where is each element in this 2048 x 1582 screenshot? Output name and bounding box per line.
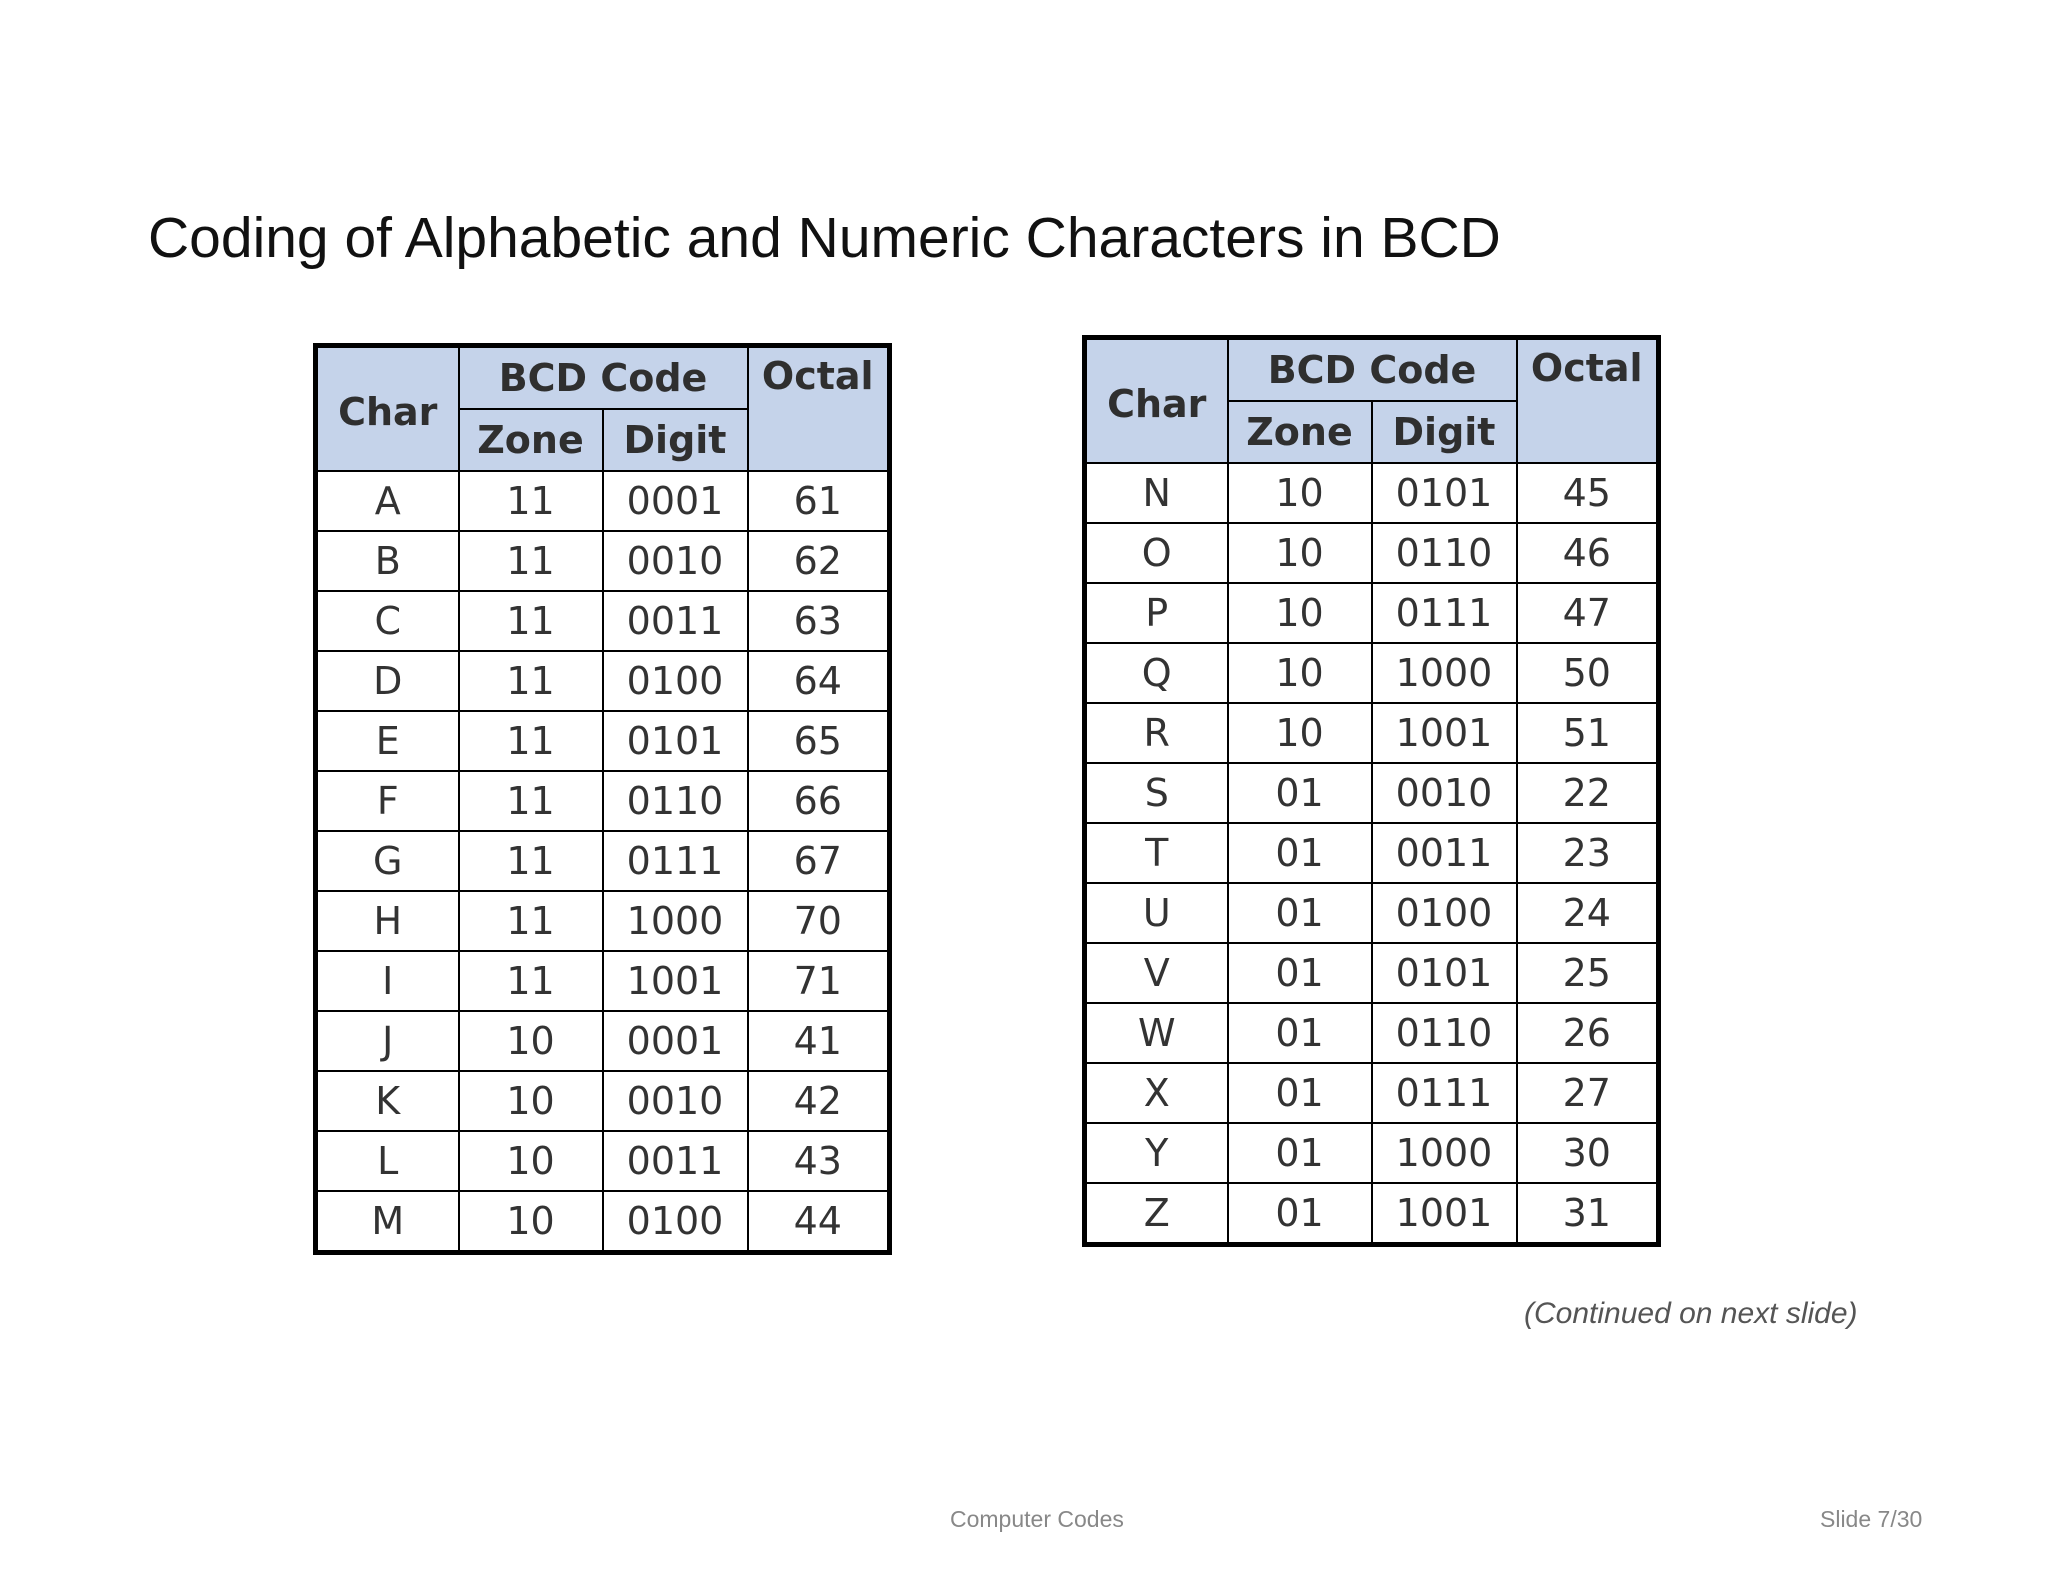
table-row [316,951,890,1011]
cell-digit: 1000 [1372,1123,1517,1183]
table-row [316,1071,890,1131]
cell-zone: 01 [1228,823,1372,883]
table-row [316,651,890,711]
cell-zone: 10 [459,1191,603,1253]
table-row [1085,823,1659,883]
cell-char: T [1085,823,1228,883]
table-row [1085,883,1659,943]
cell-octal: 50 [1517,643,1659,703]
cell-char: B [316,531,459,591]
cell-digit: 0100 [1372,883,1517,943]
cell-zone: 01 [1228,943,1372,1003]
table-row [316,771,890,831]
table-body [316,471,890,1253]
table-row [1085,1123,1659,1183]
cell-zone: 10 [1228,643,1372,703]
table-row [1085,463,1659,523]
table-row [316,711,890,771]
cell-octal: 66 [748,771,890,831]
cell-zone: 11 [459,651,603,711]
cell-octal: 25 [1517,943,1659,1003]
cell-digit: 0010 [603,1071,748,1131]
cell-octal: 45 [1517,463,1659,523]
cell-zone: 10 [1228,583,1372,643]
table-row [316,831,890,891]
table-row [1085,523,1659,583]
cell-octal: 47 [1517,583,1659,643]
table-row [316,1191,890,1253]
cell-digit: 0100 [603,651,748,711]
cell-digit: 0011 [1372,823,1517,883]
cell-octal: 44 [748,1191,890,1253]
cell-digit: 0011 [603,591,748,651]
table-row [1085,763,1659,823]
cell-digit: 0110 [1372,1003,1517,1063]
table-row [1085,1003,1659,1063]
cell-octal: 41 [748,1011,890,1071]
cell-digit: 0111 [1372,583,1517,643]
cell-char: Q [1085,643,1228,703]
cell-char: P [1085,583,1228,643]
cell-octal: 64 [748,651,890,711]
cell-zone: 11 [459,771,603,831]
footer-title: Computer Codes [950,1506,1124,1532]
continued-note: (Continued on next slide) [1524,1297,1858,1330]
table-row [316,471,890,531]
table-row [316,531,890,591]
cell-digit: 0111 [1372,1063,1517,1123]
slide-title: Coding of Alphabetic and Numeric Characters in BCD [148,206,1501,270]
cell-zone: 01 [1228,1183,1372,1245]
cell-digit: 0001 [603,1011,748,1071]
cell-octal: 71 [748,951,890,1011]
cell-char: U [1085,883,1228,943]
cell-char: X [1085,1063,1228,1123]
cell-octal: 65 [748,711,890,771]
cell-octal: 23 [1517,823,1659,883]
slide-number: Slide 7/30 [1820,1506,1923,1532]
cell-zone: 10 [1228,703,1372,763]
cell-zone: 11 [459,831,603,891]
cell-zone: 10 [459,1071,603,1131]
table-row [316,891,890,951]
header-digit: Digit [1372,401,1517,463]
cell-octal: 46 [1517,523,1659,583]
cell-zone: 10 [1228,523,1372,583]
cell-zone: 11 [459,951,603,1011]
cell-zone: 01 [1228,1123,1372,1183]
cell-digit: 0101 [1372,463,1517,523]
cell-octal: 26 [1517,1003,1659,1063]
cell-zone: 11 [459,591,603,651]
cell-octal: 30 [1517,1123,1659,1183]
table-body [1085,463,1659,1245]
cell-digit: 0001 [603,471,748,531]
header-char: Char [316,346,459,472]
cell-char: C [316,591,459,651]
cell-char: R [1085,703,1228,763]
table-row [1085,583,1659,643]
cell-zone: 01 [1228,763,1372,823]
cell-digit: 0101 [1372,943,1517,1003]
cell-char: Z [1085,1183,1228,1245]
cell-char: J [316,1011,459,1071]
cell-zone: 01 [1228,1063,1372,1123]
header-zone: Zone [1228,401,1372,463]
cell-zone: 11 [459,471,603,531]
cell-digit: 1000 [603,891,748,951]
cell-char: N [1085,463,1228,523]
cell-char: K [316,1071,459,1131]
cell-zone: 11 [459,711,603,771]
cell-char: H [316,891,459,951]
cell-zone: 10 [459,1011,603,1071]
cell-octal: 42 [748,1071,890,1131]
cell-digit: 1001 [603,951,748,1011]
cell-char: A [316,471,459,531]
cell-char: E [316,711,459,771]
cell-octal: 67 [748,831,890,891]
cell-zone: 10 [459,1131,603,1191]
cell-char: D [316,651,459,711]
bcd-table-right [1082,335,1661,1247]
cell-zone: 10 [1228,463,1372,523]
bcd-table-left [313,343,892,1255]
cell-digit: 0111 [603,831,748,891]
cell-digit: 0110 [1372,523,1517,583]
cell-zone: 01 [1228,1003,1372,1063]
cell-octal: 43 [748,1131,890,1191]
cell-digit: 0110 [603,771,748,831]
cell-digit: 0100 [603,1191,748,1253]
cell-zone: 11 [459,531,603,591]
cell-digit: 0010 [1372,763,1517,823]
table-row [316,591,890,651]
cell-digit: 0101 [603,711,748,771]
cell-octal: 24 [1517,883,1659,943]
header-zone: Zone [459,409,603,471]
cell-octal: 70 [748,891,890,951]
cell-char: V [1085,943,1228,1003]
cell-octal: 62 [748,531,890,591]
table-row [1085,703,1659,763]
cell-char: I [316,951,459,1011]
table-row [1085,1063,1659,1123]
cell-char: F [316,771,459,831]
cell-digit: 1001 [1372,703,1517,763]
cell-digit: 0010 [603,531,748,591]
cell-char: L [316,1131,459,1191]
cell-digit: 1000 [1372,643,1517,703]
header-bcd-code: BCD Code [1228,338,1517,402]
cell-char: O [1085,523,1228,583]
header-char: Char [1085,338,1228,464]
cell-octal: 31 [1517,1183,1659,1245]
header-octal: Octal [1517,338,1659,464]
cell-char: M [316,1191,459,1253]
table-row [316,1131,890,1191]
cell-zone: 01 [1228,883,1372,943]
cell-digit: 1001 [1372,1183,1517,1245]
header-digit: Digit [603,409,748,471]
cell-octal: 61 [748,471,890,531]
cell-char: S [1085,763,1228,823]
table-row [1085,643,1659,703]
cell-char: G [316,831,459,891]
cell-char: W [1085,1003,1228,1063]
cell-digit: 0011 [603,1131,748,1191]
cell-zone: 11 [459,891,603,951]
table-row [1085,1183,1659,1245]
cell-octal: 51 [1517,703,1659,763]
header-bcd-code: BCD Code [459,346,748,410]
table-row [316,1011,890,1071]
table-row [1085,943,1659,1003]
header-octal: Octal [748,346,890,472]
cell-octal: 63 [748,591,890,651]
cell-octal: 22 [1517,763,1659,823]
cell-char: Y [1085,1123,1228,1183]
cell-octal: 27 [1517,1063,1659,1123]
